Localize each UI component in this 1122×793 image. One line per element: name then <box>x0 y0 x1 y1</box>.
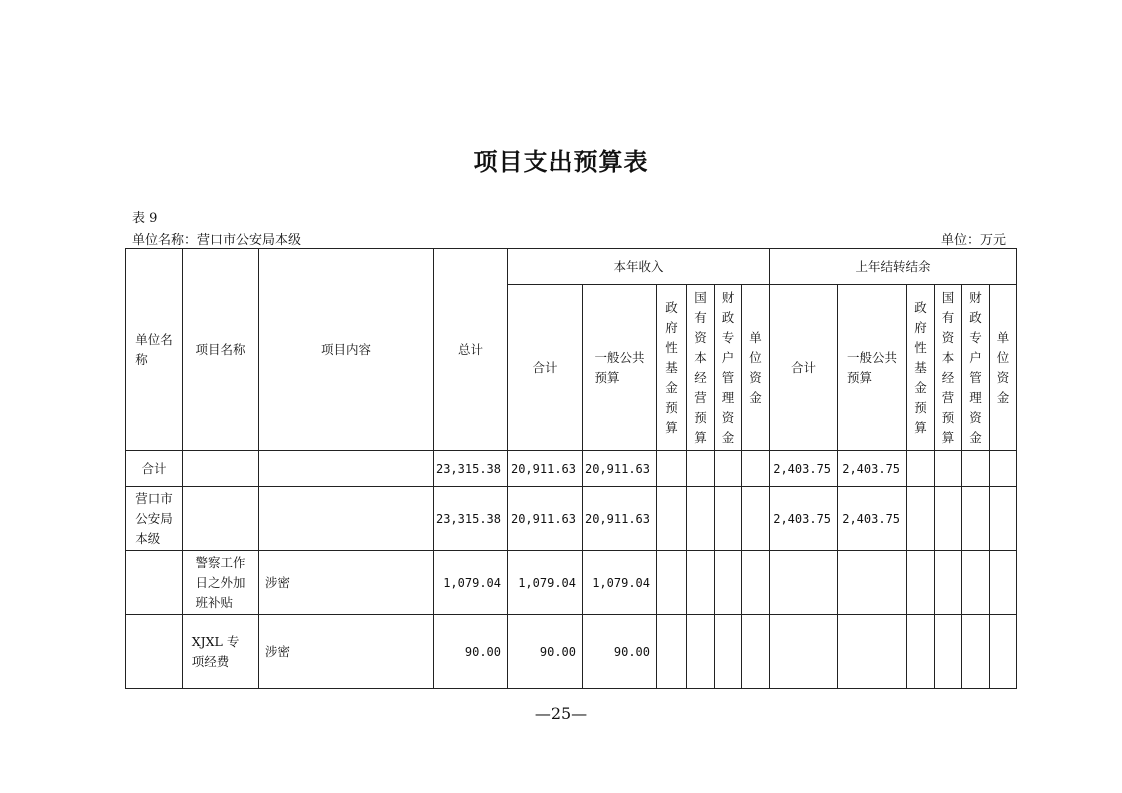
cell-cur-general: 20,911.63 <box>583 451 657 487</box>
header-cur-special: 财政专户管理资金 <box>715 285 742 451</box>
unit-name-label: 单位名称：营口市公安局本级 <box>132 233 302 248</box>
header-cur-total: 合计 <box>508 285 583 451</box>
header-prev-state: 国有资本经营预算 <box>935 285 962 451</box>
page-title: 项目支出预算表 <box>473 147 649 176</box>
cell-total: 23,315.38 <box>434 451 508 487</box>
header-row-1 <box>126 249 1017 285</box>
page-number: —25— <box>534 704 588 723</box>
cell-cur-fund <box>657 451 687 487</box>
table-row <box>126 451 1017 487</box>
cell-prev-unit <box>990 487 1017 551</box>
table-number: 表 9 <box>132 211 158 226</box>
cell-cur-total: 20,911.63 <box>508 451 583 487</box>
cell-cur-fund <box>657 487 687 551</box>
cell-total: 1,079.04 <box>434 551 508 615</box>
header-prev-fund: 政府性基金预算 <box>907 285 935 451</box>
table-row <box>126 487 1017 551</box>
cell-total: 90.00 <box>434 615 508 689</box>
cell-project: XJXL 专项经费 <box>183 615 259 689</box>
cell-cur-general: 20,911.63 <box>583 487 657 551</box>
table-row <box>126 551 1017 615</box>
cell-cur-total: 90.00 <box>508 615 583 689</box>
cell-prev-total <box>770 615 838 689</box>
header-cur-state: 国有资本经营预算 <box>687 285 715 451</box>
cell-unit <box>126 551 183 615</box>
header-prev-total: 合计 <box>770 285 838 451</box>
cell-cur-total: 20,911.63 <box>508 487 583 551</box>
cell-cur-state <box>687 551 715 615</box>
cell-prev-special <box>962 451 990 487</box>
cell-cur-fund <box>657 615 687 689</box>
cell-prev-total: 2,403.75 <box>770 487 838 551</box>
header-cur-general: 一般公共预算 <box>583 285 657 451</box>
cell-cur-unit <box>742 451 770 487</box>
cell-unit: 营口市公安局本级 <box>126 487 183 551</box>
currency-unit-label: 单位：万元 <box>941 233 1007 248</box>
cell-cur-special <box>715 551 742 615</box>
cell-prev-fund <box>907 551 935 615</box>
cell-prev-fund <box>907 615 935 689</box>
cell-cur-unit <box>742 615 770 689</box>
cell-cur-general: 90.00 <box>583 615 657 689</box>
header-prev-unit: 单位资金 <box>990 285 1017 451</box>
cell-prev-fund <box>907 451 935 487</box>
cell-prev-special <box>962 551 990 615</box>
cell-prev-general: 2,403.75 <box>838 451 907 487</box>
cell-project: 警察工作日之外加班补贴 <box>183 551 259 615</box>
cell-content: 涉密 <box>259 615 434 689</box>
cell-content <box>259 451 434 487</box>
cell-content <box>259 487 434 551</box>
cell-prev-special <box>962 487 990 551</box>
cell-project <box>183 451 259 487</box>
cell-cur-state <box>687 451 715 487</box>
cell-project <box>183 487 259 551</box>
cell-prev-state <box>935 551 962 615</box>
cell-prev-unit <box>990 551 1017 615</box>
cell-cur-special <box>715 451 742 487</box>
header-unit-name: 单位名称 <box>126 249 183 451</box>
cell-prev-general: 2,403.75 <box>838 487 907 551</box>
header-last-year: 上年结转结余 <box>770 249 1017 285</box>
cell-prev-general <box>838 615 907 689</box>
cell-unit <box>126 615 183 689</box>
table-row <box>126 615 1017 689</box>
header-prev-general: 一般公共预算 <box>838 285 907 451</box>
cell-prev-state <box>935 615 962 689</box>
header-this-year: 本年收入 <box>508 249 770 285</box>
cell-prev-fund <box>907 487 935 551</box>
cell-prev-total <box>770 551 838 615</box>
cell-cur-fund <box>657 551 687 615</box>
cell-prev-unit <box>990 451 1017 487</box>
header-cur-unit: 单位资金 <box>742 285 770 451</box>
cell-prev-state <box>935 487 962 551</box>
header-prev-special: 财政专户管理资金 <box>962 285 990 451</box>
cell-prev-total: 2,403.75 <box>770 451 838 487</box>
cell-prev-state <box>935 451 962 487</box>
header-project-name: 项目名称 <box>183 249 259 451</box>
cell-prev-unit <box>990 615 1017 689</box>
cell-content: 涉密 <box>259 551 434 615</box>
header-total: 总计 <box>434 249 508 451</box>
cell-cur-general: 1,079.04 <box>583 551 657 615</box>
cell-cur-total: 1,079.04 <box>508 551 583 615</box>
header-cur-fund: 政府性基金预算 <box>657 285 687 451</box>
budget-table <box>125 248 1017 689</box>
cell-total: 23,315.38 <box>434 487 508 551</box>
cell-prev-general <box>838 551 907 615</box>
header-project-content: 项目内容 <box>259 249 434 451</box>
cell-cur-state <box>687 487 715 551</box>
cell-cur-special <box>715 487 742 551</box>
cell-cur-unit <box>742 487 770 551</box>
cell-cur-special <box>715 615 742 689</box>
cell-prev-special <box>962 615 990 689</box>
cell-cur-state <box>687 615 715 689</box>
cell-cur-unit <box>742 551 770 615</box>
cell-unit: 合计 <box>126 451 183 487</box>
